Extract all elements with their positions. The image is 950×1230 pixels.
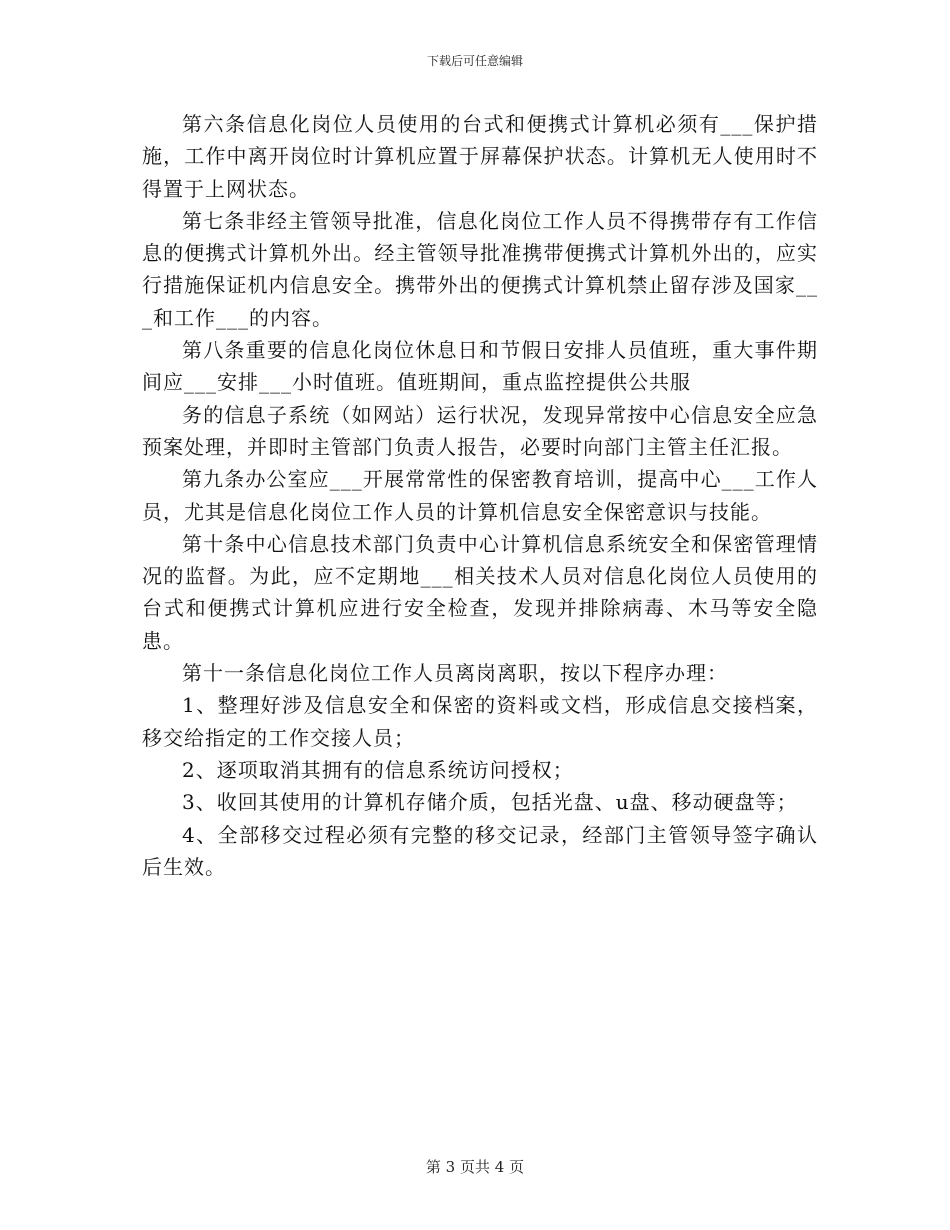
article-8-paragraph: 第八条重要的信息化岗位休息日和节假日安排人员值班，重大事件期间应___安排___小时值班。值班期间，重点监控提供公共服 xyxy=(142,338,818,395)
article-11-paragraph: 第十一条信息化岗位工作人员离岗离职，按以下程序办理： xyxy=(182,661,728,686)
article-10-paragraph: 第十条中心信息技术部门负责中心计算机信息系统安全和保密管理情况的监督。为此，应不定期地___相关技术人员对信息化岗位人员使用的台式和便携式计算机应进行安全检查，发现并排除病毒、木马等安全隐患。 xyxy=(142,531,818,653)
list-item-1: 1、整理好涉及信息安全和保密的资料或文档，形成信息交接档案，移交给指定的工作交接人员； xyxy=(142,693,818,750)
list-item-4: 4、全部移交过程必须有完整的移交记录，经部门主管领导签字确认后生效。 xyxy=(142,822,818,879)
list-item-3: 3、收回其使用的计算机存储介质，包括光盘、u盘、移动硬盘等； xyxy=(182,790,798,815)
page-header: 下载后可任意编辑 xyxy=(426,54,523,68)
list-item-2: 2、逐项取消其拥有的信息系统访问授权； xyxy=(182,757,574,782)
article-9-paragraph: 第九条办公室应___开展常常性的保密教育培训，提高中心___工作人员，尤其是信息化岗位工作人员的计算机信息安全保密意识与技能。 xyxy=(142,467,818,524)
article-6-paragraph: 第六条信息化岗位人员使用的台式和便携式计算机必须有___保护措施，工作中离开岗位时计算机应置于屏幕保护状态。计算机无人使用时不得置于上网状态。 xyxy=(142,112,818,201)
document-body xyxy=(142,108,818,883)
article-8-continued-paragraph: 务的信息子系统（如网站）运行状况，发现异常按中心信息安全应急预案处理，并即时主管部门负责人报告，必要时向部门主管主任汇报。 xyxy=(142,402,818,459)
article-7-paragraph: 第七条非经主管领导批准，信息化岗位工作人员不得携带存有工作信息的便携式计算机外出。经主管领导批准携带便携式计算机外出的，应实行措施保证机内信息安全。携带外出的便携式计算机禁止留存涉及国家___和工作___的内容。 xyxy=(142,208,818,330)
page-number-footer: 第 3 页共 4 页 xyxy=(425,1158,525,1176)
